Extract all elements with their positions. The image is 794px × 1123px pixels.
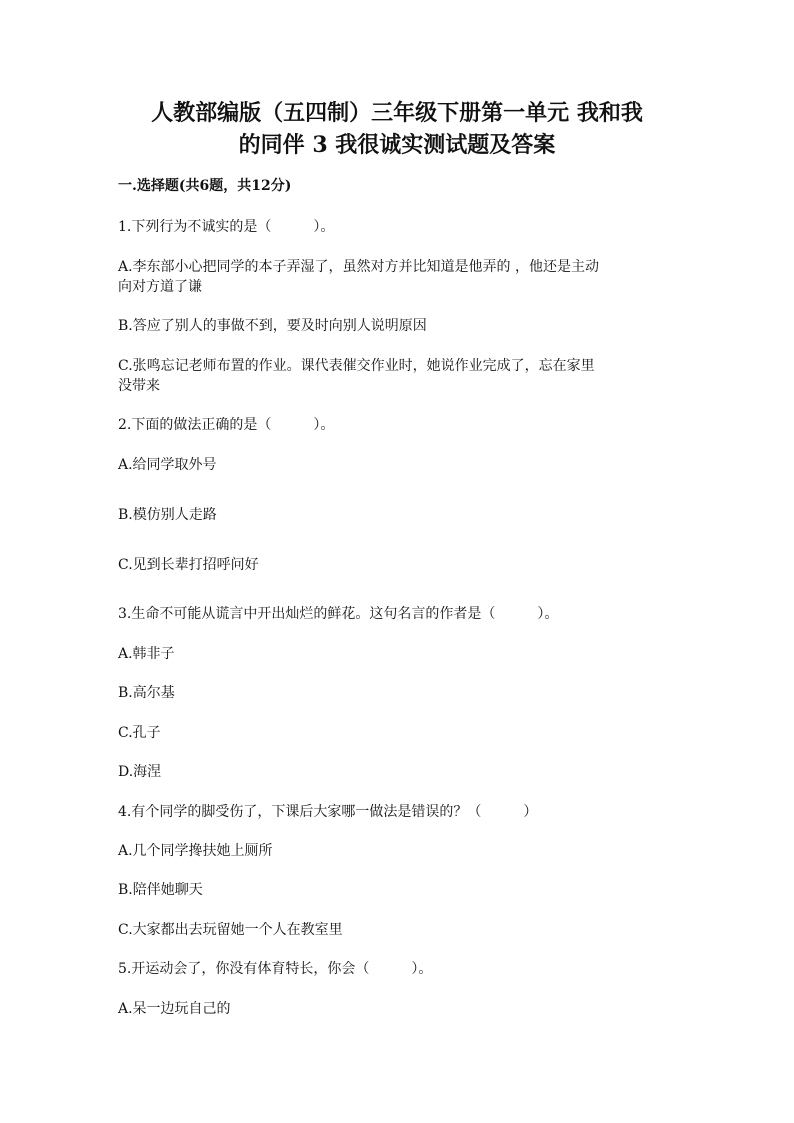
question-stem: 5.开运动会了，你没有体育特长，你会（ ）。	[118, 961, 433, 977]
answer-option-continued: 没带来	[118, 378, 160, 394]
answer-option: A.给同学取外号	[118, 457, 217, 473]
answer-option: B.陪伴她聊天	[118, 882, 203, 898]
document-title-line-2: 的同伴 3 我很诚实测试题及答案	[238, 132, 556, 158]
document-title-line-1: 人教部编版（五四制）三年级下册第一单元 我和我	[151, 100, 643, 126]
answer-option: D.海涅	[118, 764, 162, 780]
question-stem: 3.生命不可能从谎言中开出灿烂的鲜花。这句名言的作者是（ ）。	[118, 606, 559, 622]
question-stem: 1.下列行为不诚实的是（ ）。	[118, 219, 335, 235]
answer-option: C.见到长辈打招呼问好	[118, 557, 259, 573]
question-stem: 4.有个同学的脚受伤了，下课后大家哪一做法是错误的？（ ）	[118, 804, 538, 820]
answer-option: C.张鸣忘记老师布置的作业。课代表催交作业时，她说作业完成了，忘在家里	[118, 358, 595, 374]
answer-option-continued: 向对方道了谦	[118, 279, 202, 295]
answer-option: A.李东部小心把同学的本子弄湿了，虽然对方并比知道是他弄的 ，他还是主动	[118, 259, 600, 275]
answer-option: B.答应了别人的事做不到，要及时向别人说明原因	[118, 318, 427, 334]
answer-option: B.模仿别人走路	[118, 507, 217, 523]
answer-option: A.韩非子	[118, 646, 175, 662]
answer-option: C.大家都出去玩留她一个人在教室里	[118, 922, 343, 938]
section-heading: 一.选择题(共6题，共12分)	[118, 178, 292, 194]
question-stem: 2.下面的做法正确的是（ ）。	[118, 417, 335, 433]
answer-option: C.孔子	[118, 725, 161, 741]
answer-option: A.几个同学搀扶她上厕所	[118, 843, 273, 859]
answer-option: B.高尔基	[118, 685, 175, 701]
answer-option: A.呆一边玩自己的	[118, 1001, 231, 1017]
